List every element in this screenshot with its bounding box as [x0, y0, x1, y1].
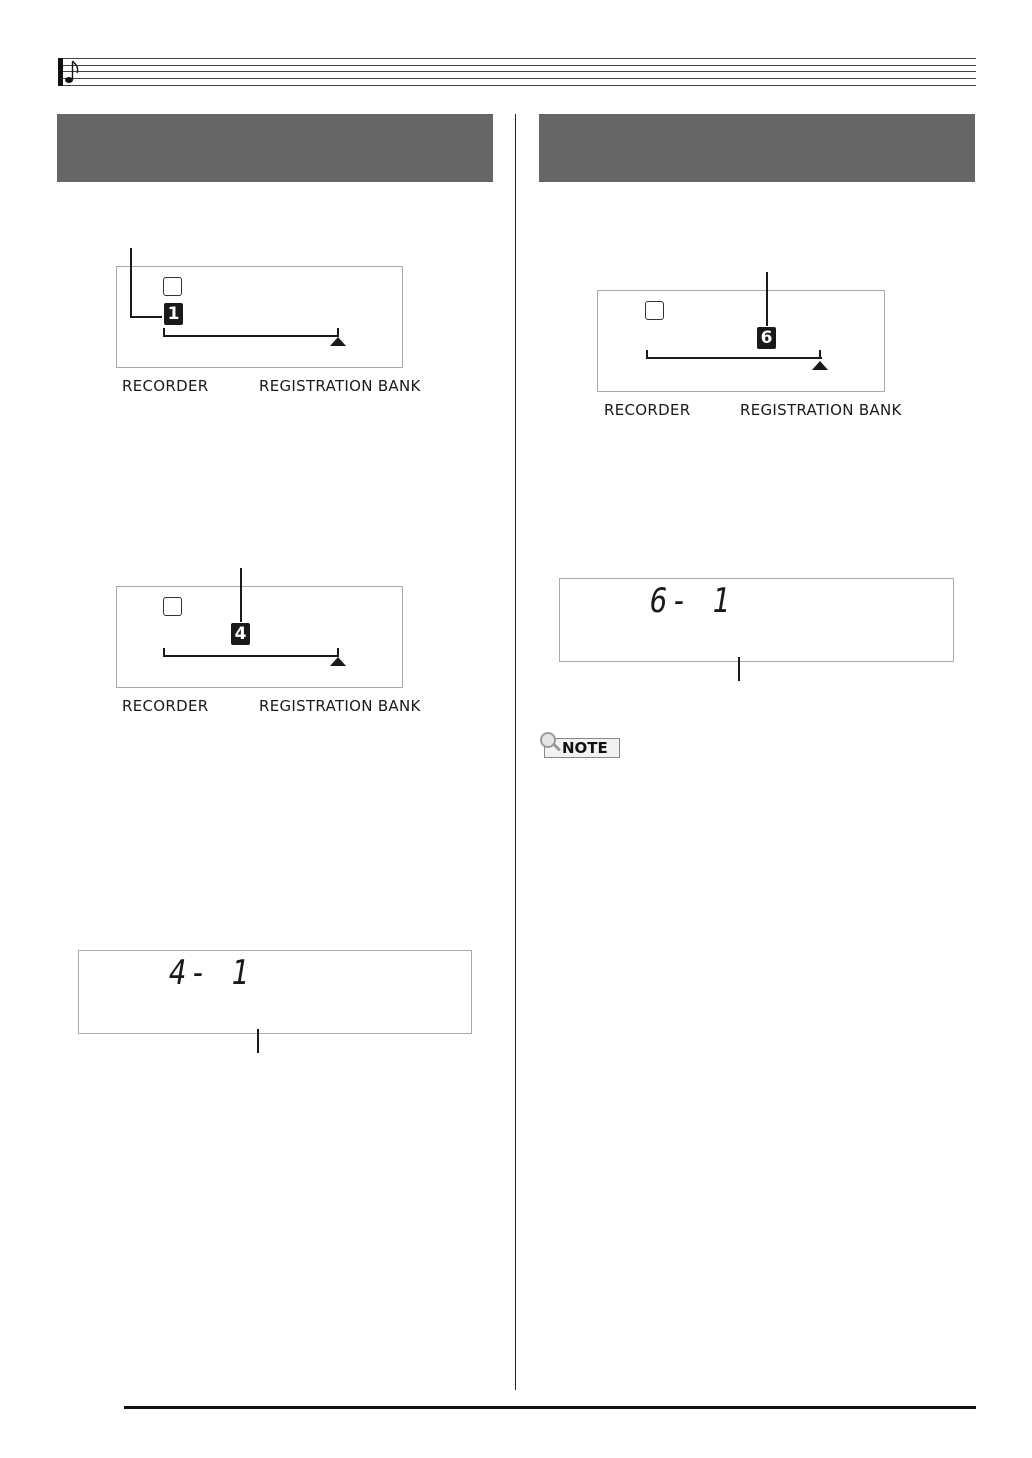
bar-tick-left: [646, 350, 648, 359]
bank-bar: [163, 655, 339, 657]
bank-number-badge: 6: [757, 327, 776, 349]
segment-readout: 6- 1: [650, 581, 734, 621]
registration-bank-label: REGISTRATION BANK: [740, 401, 902, 419]
bar-tick-right: [337, 328, 339, 337]
triangle-indicator-icon: [330, 337, 346, 346]
leader-line: [766, 272, 768, 326]
lcd-readout-6-1: [559, 578, 954, 662]
recorder-label: RECORDER: [122, 377, 209, 395]
section-header-left: [57, 114, 493, 182]
registration-bank-label: REGISTRATION BANK: [259, 697, 421, 715]
lcd-display-bank-4: [116, 586, 403, 688]
bank-number-badge: 4: [231, 623, 250, 645]
bar-tick-right: [819, 350, 821, 359]
footer-rule: [124, 1406, 976, 1409]
bar-tick-left: [163, 328, 165, 337]
column-divider: [515, 114, 516, 1390]
leader-line: [130, 248, 132, 317]
leader-line: [130, 316, 162, 318]
eighth-note-icon: [64, 59, 80, 85]
leader-line: [240, 568, 242, 622]
indicator-square-icon: [645, 301, 664, 320]
lcd-display-bank-6: [597, 290, 885, 392]
bank-bar: [163, 335, 339, 337]
recorder-label: RECORDER: [122, 697, 209, 715]
bar-tick-right: [337, 648, 339, 657]
note-badge: [538, 732, 624, 762]
staff-bar-icon: [58, 58, 63, 86]
lcd-readout-4-1: [78, 950, 472, 1034]
leader-line: [738, 657, 740, 681]
indicator-square-icon: [163, 597, 182, 616]
music-staff-header: [58, 58, 976, 86]
note-label: NOTE: [562, 739, 608, 757]
bank-bar: [646, 357, 822, 359]
recorder-label: RECORDER: [604, 401, 691, 419]
bar-tick-left: [163, 648, 165, 657]
segment-readout: 4- 1: [169, 953, 253, 993]
triangle-indicator-icon: [812, 361, 828, 370]
leader-line: [257, 1029, 259, 1053]
bank-number-badge: 1: [164, 303, 183, 325]
triangle-indicator-icon: [330, 657, 346, 666]
indicator-square-icon: [163, 277, 182, 296]
registration-bank-label: REGISTRATION BANK: [259, 377, 421, 395]
section-header-right: [539, 114, 975, 182]
